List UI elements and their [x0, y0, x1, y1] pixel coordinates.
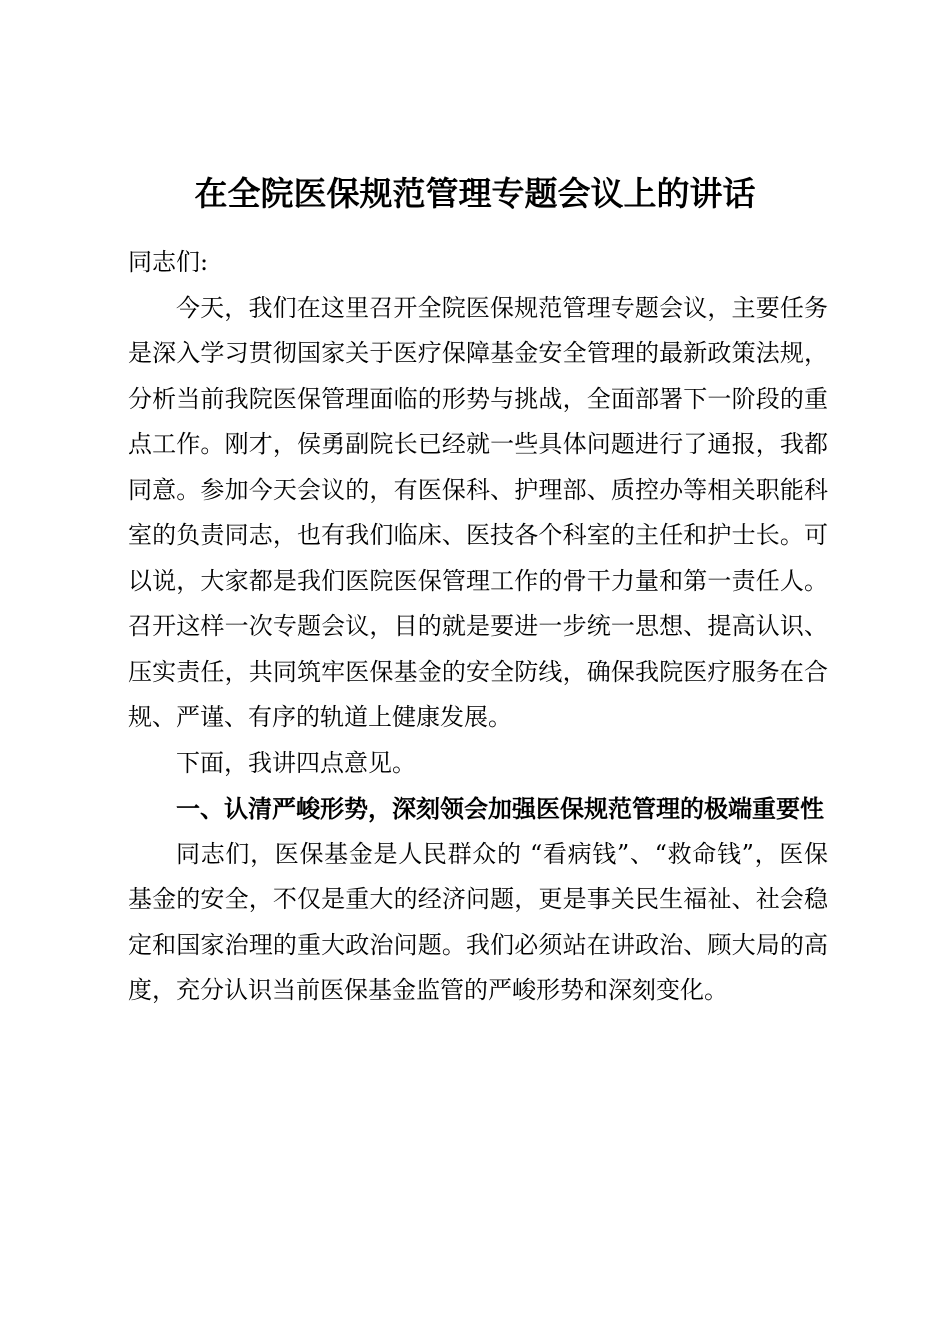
- section-heading-1: 一、认清严峻形势，深刻领会加强医保规范管理的极端重要性: [176, 794, 824, 823]
- section-paragraph-1: 同志们，医保基金是人民群众的 “看病钱”、“救命钱”，医保基金的安全，不仅是重大的经济问题，更是事关民生福祉、社会稳定和国家治理的重大政治问题。我们必须站在讲政治、顾大局的高度，充分认识当前医保基金监管的严峻形势和深刻变化。: [128, 839, 828, 1004]
- paragraph-intro: 今天，我们在这里召开全院医保规范管理专题会议，主要任务是深入学习贯彻国家关于医疗保障基金安全管理的最新政策法规，分析当前我院医保管理面临的形势与挑战，全面部署下一阶段的重点工作。刚才，侯勇副院长已经就一些具体问题进行了通报，我都同意。参加今天会议的，有医保科、护理部、质控办等相关职能科室的负责同志，也有我们临床、医技各个科室的主任和护士长。可以说，大家都是我们医院医保管理工作的骨干力量和第一责任人。召开这样一次专题会议，目的就是要进一步统一思想、提高认识、压实责任，共同筑牢医保基金的安全防线，确保我院医疗服务在合规、严谨、有序的轨道上健康发展。: [128, 293, 828, 731]
- paragraph-transition: 下面，我讲四点意见。: [176, 748, 416, 777]
- document-body: [128, 240, 828, 1014]
- document-title: 在全院医保规范管理专题会议上的讲话: [194, 174, 756, 213]
- salutation: 同志们:: [128, 248, 209, 276]
